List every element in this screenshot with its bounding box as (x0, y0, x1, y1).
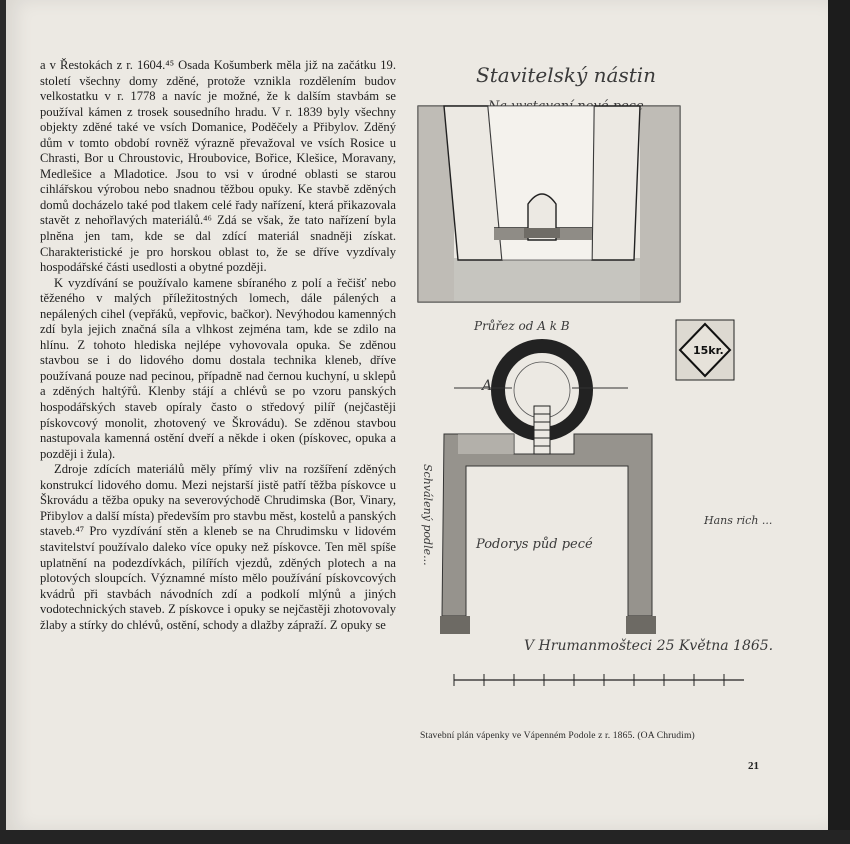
page-bottom-edge (0, 830, 850, 844)
kiln-plan-drawing (414, 54, 774, 694)
paragraph-1: a v Řestokách z r. 1604.⁴⁵ Osada Košumberk měla již na začátku 19. století všechny domy zděné, protože vznikla rozdělením budov velkostatku v r. 1778 a navíc je možné, že k dalším stavbám se používal kámen z trosek sousedního hradu. V r. 1839 byly všechny objekty zděné také ve vsích Domanice, Poděčely a Přibylov. Zděný dům v tomto období rovněž výrazně převažoval ve vsích Rosice u Chrasti, Bor u Chroustovic, Hroubovice, Bořice, Klešice, Moravany, Medlešice a Mladotice. Jsou to vsi v úrodné oblasti se starou cihlářskou výrobou nebo snadnou těžbou opuky. Ke stavbě zděných domů docházelo také pod tlakem celé řady nařízení, která přikazovala stavět z nehořlavých materiálů.⁴⁶ Zdá se však, že tato nařízení byla plněna jen tam, kde se dal zdící materiál snadněji získat. Charakteristické je pro horskou oblast to, že se dříve vyzdívaly hospodářské části usedlosti a obytné později. (40, 58, 396, 275)
page-number: 21 (748, 760, 759, 772)
kiln-plan (440, 346, 656, 634)
figure-caption: Stavební plán vápenky ve Vápenném Podole z r. 1865. (OA Chrudim) (420, 730, 695, 741)
kiln-plan-figure (414, 54, 774, 694)
hand-marker-a: A (482, 378, 493, 394)
paragraph-3: Zdroje zdících materiálů měly přímý vliv na rozšíření zděných konstrukcí lidového domu. Mezi nejstarší jistě patří těžba pískovce u Škrovádu a těžba opuky na severovýchodě Chrudimska (Bor, Vinary, Přibylov a další místa) především pro stavbu měst, kostelů a panských staveb.⁴⁷ Pro vyzdívání stěn a kleneb se na Chrudimsku v lidovém stavitelství používalo daleko více opuky než pískovce. Ten měl spíše uplatnění na podezdívkách, pilířích vjezdů, zděných plotech a na plotových sloupcích. Významné místo mělo používání pískovcových kvádrů při stavbách návodních zdí a podkolí mlýnů a jiných vodotechnických staveb. Z pískovce i opuky se nejčastěji zhotovovaly žlaby a stírky do chlévů, ostění, schody a dlažby zápraží. Z opuky se (40, 462, 396, 632)
hand-section-label: Průřez od A k B (474, 319, 570, 333)
kiln-section (418, 106, 680, 302)
hand-title: Stavitelský nástin (476, 63, 657, 87)
hand-side-note-left: Schválený podle... (421, 464, 434, 566)
paragraph-2: K vyzdívání se používalo kamene sbíraného z polí a řečišť nebo těženého v malých příležitostných lomech, dále pálených a nepálených cihel (vepřáků, vepřovic, bačkor). Nevýhodou kamenných zdí byla jejich značná síla a vlhkost zejména tam, kde se zdilo na hlínu. Z tohoto hlediska nejlépe vyhovovala opuka. Se zděnou stavbou se i do lidového domu dostala technika kleneb, dříve používaná pouze nad pecinou, případně nad černou kuchyní, u sklepů a zděných haltýřů. Klenby stájí a chlévů se po vzoru panských hospodářských staveb opíraly často o středový pilíř (nejčastěji pískovcový monolit, zhotovený ve Škrovádu). Se zděnou stavbou nastupovala kamenná ostění dveří a někde i oken (pískovec, opuka a později i žula). (40, 275, 396, 461)
scale-bar (454, 674, 744, 686)
hand-plan-label: Podorys půd pecé (476, 537, 593, 552)
stamp-value: 15kr. (693, 344, 724, 357)
book-spine (828, 0, 850, 844)
hand-side-note-right: Hans rich ... (704, 514, 773, 527)
body-text-column (40, 58, 396, 633)
revenue-stamp (676, 320, 734, 380)
hand-signature: V Hrumanmošteci 25 Května 1865. (524, 638, 774, 654)
